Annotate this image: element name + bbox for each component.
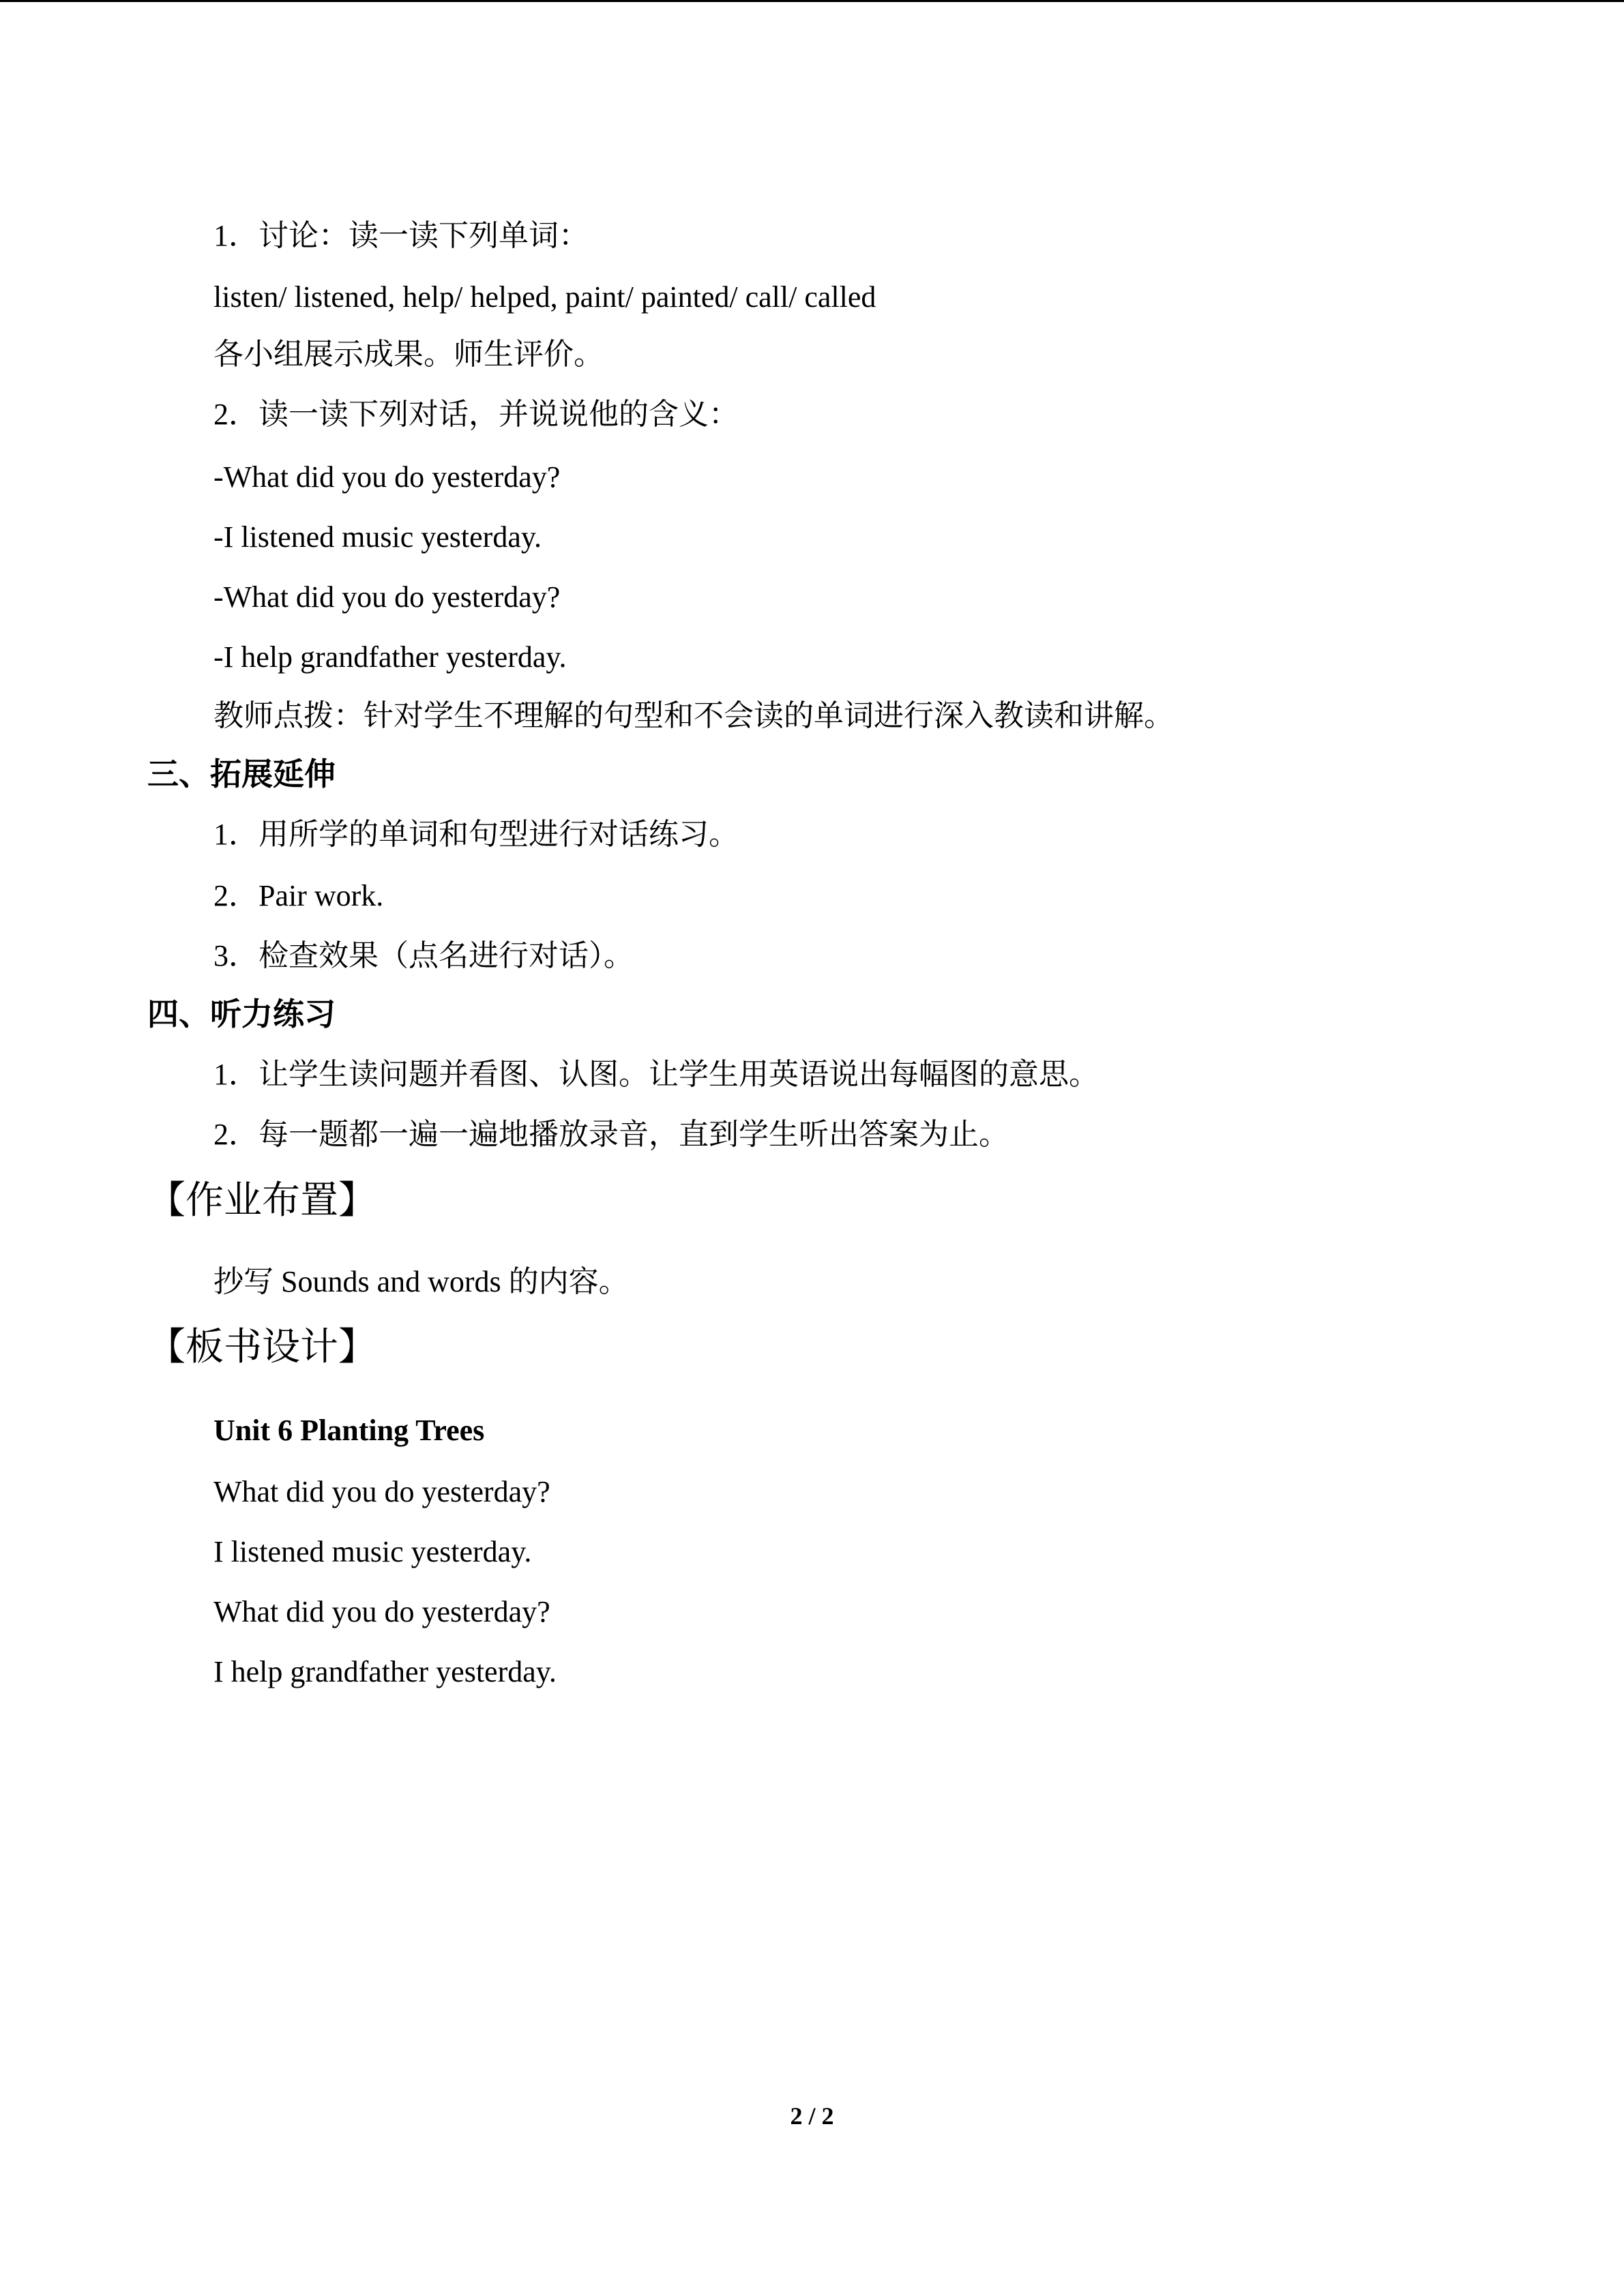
dialogue-line-3: -What did you do yesterday? — [213, 580, 561, 614]
extension-item-2: 2．Pair work. — [213, 879, 384, 912]
step-dialogue: 2．读一读下列对话，并说说他的含义： — [213, 398, 739, 431]
page-top-border — [0, 0, 1624, 2]
extension-item-3: 3．检查效果（点名进行对话）。 — [213, 939, 634, 972]
board-design-heading: 【板书设计】 — [147, 1326, 377, 1369]
listening-item-2: 2．每一题都一遍一遍地播放录音，直到学生听出答案为止。 — [213, 1118, 1009, 1151]
section-extension-heading: 三、拓展延伸 — [147, 757, 336, 792]
group-show: 各小组展示成果。师生评价。 — [213, 338, 604, 371]
extension-item-1: 1．用所学的单词和句型进行对话练习。 — [213, 818, 739, 851]
listening-item-1: 1．让学生读问题并看图、认图。让学生用英语说出每幅图的意思。 — [213, 1058, 1099, 1091]
section-listening-heading: 四、听力练习 — [147, 997, 336, 1032]
board-line-1: What did you do yesterday? — [213, 1475, 550, 1508]
homework-text: 抄写 Sounds and words 的内容。 — [213, 1265, 629, 1298]
step-discuss: 1．讨论：读一读下列单词： — [213, 219, 589, 252]
teacher-guide: 教师点拨：针对学生不理解的句型和不会读的单词进行深入教读和讲解。 — [213, 699, 1174, 732]
page-number: 2 / 2 — [790, 2102, 834, 2130]
dialogue-line-2: -I listened music yesterday. — [213, 520, 542, 554]
board-unit-title: Unit 6 Planting Trees — [213, 1414, 485, 1447]
board-line-4: I help grandfather yesterday. — [213, 1655, 557, 1688]
board-line-2: I listened music yesterday. — [213, 1535, 532, 1568]
board-line-3: What did you do yesterday? — [213, 1595, 550, 1628]
dialogue-line-1: -What did you do yesterday? — [213, 460, 561, 494]
dialogue-line-4: -I help grandfather yesterday. — [213, 640, 567, 674]
homework-heading: 【作业布置】 — [147, 1180, 377, 1222]
word-list: listen/ listened, help/ helped, paint/ painted/ call/ called — [213, 280, 876, 314]
